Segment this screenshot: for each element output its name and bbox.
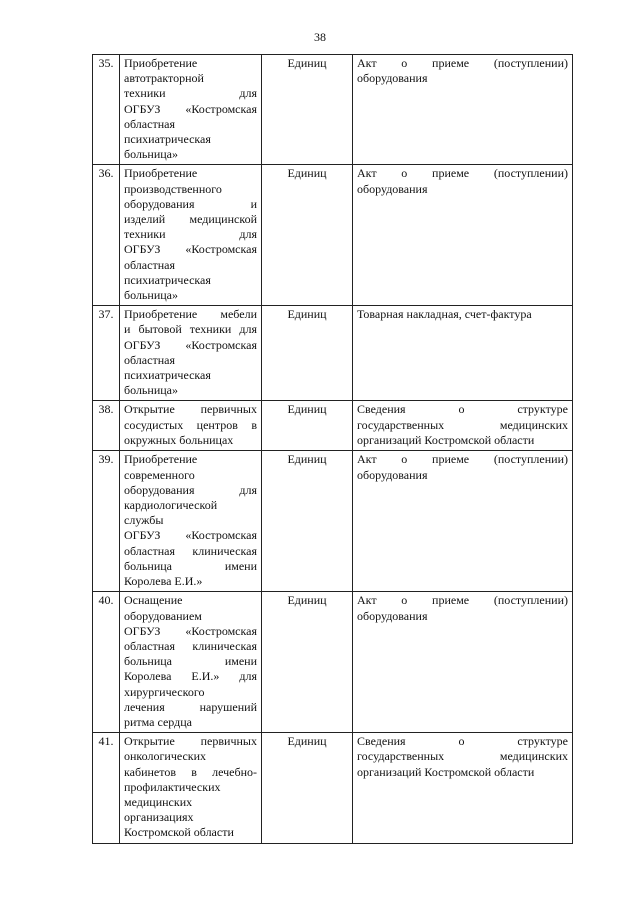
- cell-text-line: кабинетов в лечебно-: [124, 764, 257, 779]
- cell-text-line: ОГБУЗ «Костромская: [124, 242, 257, 257]
- cell-text-line: ритма сердца: [124, 714, 192, 729]
- cell-text-line: Сведения о структуре: [357, 402, 568, 417]
- indicator-name: [120, 451, 262, 592]
- cell-text-line: областная клиническая: [124, 543, 257, 558]
- cell-text-line: психиатрическая: [124, 272, 211, 287]
- indicator-name: [120, 401, 262, 451]
- cell-text-line: оборудования: [357, 608, 428, 623]
- cell-text-line: Акт о приеме (поступлении): [357, 166, 568, 181]
- table-row: [93, 451, 573, 592]
- row-number: 40.: [93, 592, 120, 733]
- cell-text-line: Приобретение: [124, 166, 198, 181]
- unit-of-measure: Единиц: [262, 733, 353, 843]
- cell-text-line: Открытие первичных: [124, 402, 257, 417]
- cell-text-line: больница»: [124, 288, 178, 303]
- cell-text-line: областная: [124, 116, 175, 131]
- cell-text-line: Королева Е.И.» для: [124, 669, 257, 684]
- unit-of-measure: Единиц: [262, 592, 353, 733]
- indicator-name: [120, 733, 262, 843]
- cell-text-line: больница имени: [124, 654, 257, 669]
- cell-text-line: оборудования для: [124, 482, 257, 497]
- cell-text-line: Приобретение: [124, 56, 198, 70]
- table-body: [93, 55, 573, 844]
- cell-text-line: производственного: [124, 181, 222, 196]
- cell-text-line: изделий медицинской: [124, 212, 257, 227]
- cell-text-line: организаций Костромской области: [357, 432, 535, 447]
- unit-of-measure: Единиц: [262, 165, 353, 306]
- data-source: [353, 165, 573, 306]
- cell-text-line: Акт о приеме (поступлении): [357, 593, 568, 608]
- table-row: [93, 733, 573, 843]
- cell-text-line: оборудования: [357, 467, 428, 482]
- table-row: [93, 306, 573, 401]
- table-row: [93, 401, 573, 451]
- cell-text-line: Товарная накладная, счет-фактура: [357, 307, 532, 322]
- data-source: [353, 401, 573, 451]
- cell-text-line: государственных медицинских: [357, 417, 568, 432]
- cell-text-line: оборудования: [357, 181, 428, 196]
- data-source: [353, 306, 573, 401]
- cell-text-line: больница»: [124, 383, 178, 398]
- table-row: [93, 55, 573, 165]
- row-number: 39.: [93, 451, 120, 592]
- cell-text-line: Приобретение: [124, 452, 198, 467]
- cell-text-line: сосудистых центров в: [124, 417, 257, 432]
- table-row: [93, 592, 573, 733]
- cell-text-line: Оснащение: [124, 593, 183, 608]
- cell-text-line: современного: [124, 467, 195, 482]
- cell-text-line: ОГБУЗ «Костромская: [124, 101, 257, 116]
- cell-text-line: кардиологической: [124, 498, 218, 513]
- page-number: 38: [314, 30, 326, 44]
- cell-text-line: автотракторной: [124, 71, 204, 86]
- cell-text-line: оборудования и: [124, 196, 257, 211]
- cell-text-line: лечения нарушений: [124, 699, 257, 714]
- cell-text-line: хирургического: [124, 684, 205, 699]
- cell-text-line: оборудования: [357, 71, 428, 86]
- cell-text-line: областная: [124, 257, 175, 272]
- cell-text-line: службы: [124, 513, 164, 528]
- indicator-name: [120, 306, 262, 401]
- cell-text-line: областная: [124, 352, 175, 367]
- cell-text-line: больница имени: [124, 558, 257, 573]
- data-source: [353, 733, 573, 843]
- cell-text-line: областная клиническая: [124, 638, 257, 653]
- cell-text-line: техники для: [124, 86, 257, 101]
- cell-text-line: техники для: [124, 227, 257, 242]
- data-source: [353, 451, 573, 592]
- indicator-name: [120, 165, 262, 306]
- cell-text-line: организациях: [124, 810, 194, 825]
- cell-text-line: окружных больницах: [124, 432, 234, 447]
- row-number: 38.: [93, 401, 120, 451]
- row-number: 41.: [93, 733, 120, 843]
- cell-text-line: ОГБУЗ «Костромская: [124, 337, 257, 352]
- cell-text-line: Акт о приеме (поступлении): [357, 56, 568, 70]
- row-number: 37.: [93, 306, 120, 401]
- unit-of-measure: Единиц: [262, 401, 353, 451]
- cell-text-line: больница»: [124, 147, 178, 162]
- table-row: [93, 165, 573, 306]
- cell-text-line: Королева Е.И.»: [124, 574, 203, 589]
- indicator-table: [92, 54, 573, 844]
- cell-text-line: онкологических: [124, 749, 207, 764]
- cell-text-line: ОГБУЗ «Костромская: [124, 623, 257, 638]
- unit-of-measure: Единиц: [262, 306, 353, 401]
- cell-text-line: психиатрическая: [124, 368, 211, 383]
- cell-text-line: Сведения о структуре: [357, 734, 568, 749]
- cell-text-line: ОГБУЗ «Костромская: [124, 528, 257, 543]
- row-number: 35.: [93, 55, 120, 165]
- cell-text-line: медицинских: [124, 794, 193, 809]
- unit-of-measure: Единиц: [262, 55, 353, 165]
- row-number: 36.: [93, 165, 120, 306]
- unit-of-measure: Единиц: [262, 451, 353, 592]
- cell-text-line: Костромской области: [124, 825, 234, 840]
- cell-text-line: государственных медицинских: [357, 749, 568, 764]
- indicator-name: [120, 55, 262, 165]
- cell-text-line: профилактических: [124, 779, 221, 794]
- cell-text-line: организаций Костромской области: [357, 764, 535, 779]
- cell-text-line: Открытие первичных: [124, 734, 257, 749]
- cell-text-line: психиатрическая: [124, 132, 211, 147]
- cell-text-line: Приобретение мебели: [124, 307, 257, 322]
- cell-text-line: и бытовой техники для: [124, 322, 257, 337]
- data-source: [353, 592, 573, 733]
- indicator-name: [120, 592, 262, 733]
- data-source: [353, 55, 573, 165]
- cell-text-line: Акт о приеме (поступлении): [357, 452, 568, 467]
- cell-text-line: оборудованием: [124, 608, 202, 623]
